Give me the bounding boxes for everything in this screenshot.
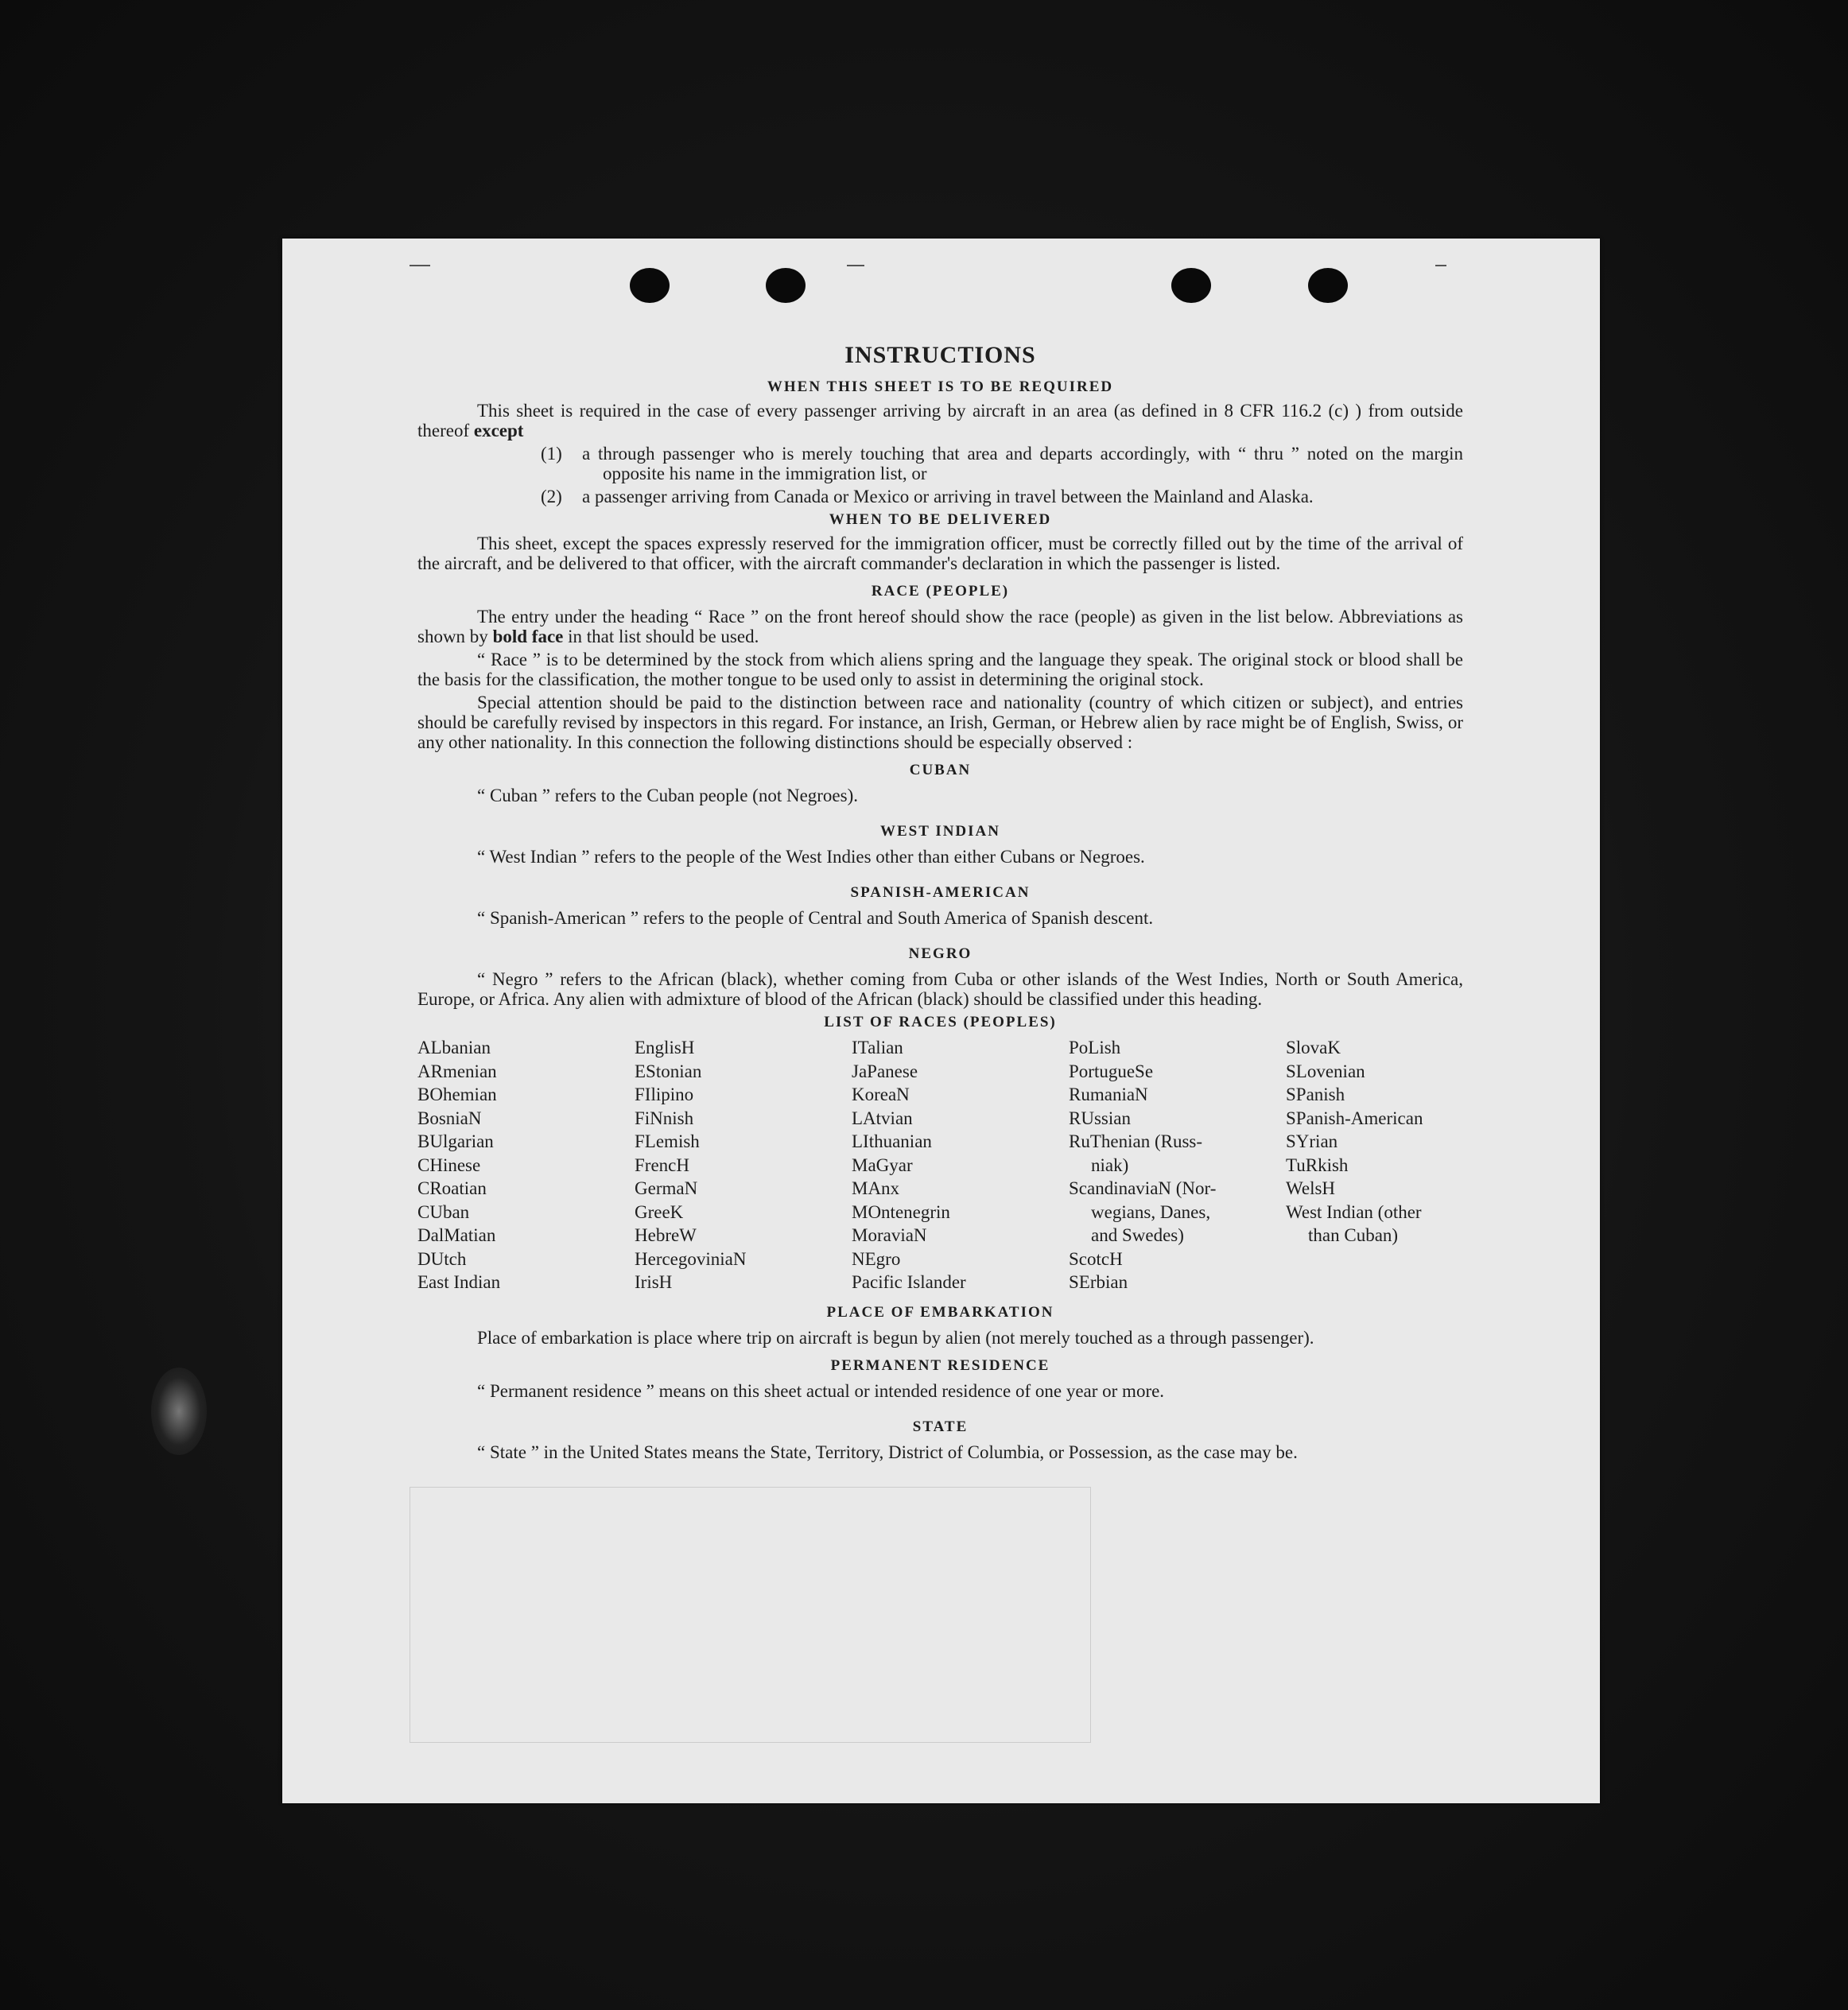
race-entry: NEgro — [852, 1248, 901, 1269]
exception-item — [541, 444, 1463, 483]
item-text: a passenger arriving from Canada or Mexico or arriving in travel between the Mainland and Alaska. — [582, 487, 1314, 506]
punch-hole — [630, 268, 670, 303]
race-entry: MOntenegrin — [852, 1201, 950, 1222]
race-entry: SlovaK — [1286, 1038, 1341, 1057]
heading-list-of-races: LIST OF RACES (PEOPLES) — [824, 1014, 1057, 1030]
instructions-body — [417, 342, 1463, 1465]
except-bold: except — [473, 421, 524, 440]
item-text: a through passenger who is merely touching that area and departs accordingly, with “ thru ” noted on the margin opposite his name in the immigration list, or — [582, 444, 1463, 483]
race-entry-continued: wegians, Danes, — [1091, 1201, 1211, 1222]
race-entry: FIlipino — [635, 1085, 694, 1104]
bold-face-label: bold face — [492, 627, 564, 646]
race-entry: EnglisH — [635, 1038, 695, 1057]
race-entry: SPanish-American — [1286, 1108, 1423, 1128]
race-entry: West Indian (other — [1286, 1201, 1422, 1222]
item-number: (2) — [541, 487, 562, 506]
edge-mark — [1435, 265, 1446, 266]
punch-hole — [766, 268, 806, 303]
race-entry: ALbanian — [417, 1038, 491, 1057]
item-number: (1) — [541, 444, 562, 464]
race-entry: Pacific Islander — [852, 1272, 966, 1292]
race-entry: DUtch — [417, 1248, 467, 1269]
race-entry: FiNnish — [635, 1108, 694, 1128]
embarkation-text: Place of embarkation is place where trip on aircraft is begun by alien (not merely touched as a through passenger). — [477, 1327, 1314, 1348]
race-entry: ScotcH — [1069, 1248, 1123, 1269]
heading-delivered: WHEN TO BE DELIVERED — [829, 511, 1052, 528]
races-column — [417, 1036, 635, 1294]
heading-embarkation: PLACE OF EMBARKATION — [826, 1303, 1054, 1321]
cuban-text: “ Cuban ” refers to the Cuban people (not Negroes). — [477, 786, 859, 805]
race-entry: RuThenian (Russ- — [1069, 1131, 1203, 1151]
race-entry: HercegoviniaN — [635, 1248, 747, 1269]
race-entry-continued: than Cuban) — [1308, 1225, 1399, 1245]
race-entry: FrencH — [635, 1154, 689, 1175]
heading-negro: NEGRO — [908, 945, 973, 962]
race-entry: CUban — [417, 1201, 470, 1222]
edge-mark — [847, 265, 864, 266]
race-entry: JaPanese — [852, 1061, 918, 1081]
races-column — [852, 1036, 1069, 1294]
races-list — [417, 1036, 1463, 1294]
race-entry: ITalian — [852, 1038, 903, 1057]
race-paragraph-2: “ Race ” is to be determined by the stock from which aliens spring and the language they speak. The original stock or blood shall be the basis for the classification, the mother tongue to be used only to assist in determining the original stock. — [417, 650, 1463, 689]
residence-text: “ Permanent residence ” means on this sheet actual or intended residence of one year or more. — [477, 1380, 1165, 1401]
race-entry: SErbian — [1069, 1272, 1128, 1292]
race-entry: CHinese — [417, 1154, 481, 1175]
race-entry: SLovenian — [1286, 1061, 1365, 1081]
race-entry: IrisH — [635, 1272, 673, 1292]
negro-text: “ Negro ” refers to the African (black), whether coming from Cuba or other islands of the West Indies, North or South America, Europe, or Africa. Any alien with admixture of blood of the African (black) should be classified under this heading. — [417, 969, 1463, 1009]
race-entry: EStonian — [635, 1061, 702, 1081]
race-entry: RUssian — [1069, 1108, 1131, 1128]
delivered-text: This sheet, except the spaces expressly reserved for the immigration officer, must be correctly filled out by the time of the arrival of the aircraft, and be delivered to that officer, with the aircraft commander's declaration in which the passenger is listed. — [417, 534, 1463, 573]
page-title: INSTRUCTIONS — [844, 342, 1036, 368]
race-entry: LAtvian — [852, 1108, 913, 1128]
race-entry: SPanish — [1286, 1085, 1345, 1104]
races-column — [635, 1036, 852, 1294]
state-text: “ State ” in the United States means the State, Territory, District of Columbia, or Possession, as the case may be. — [477, 1442, 1298, 1462]
heading-race: RACE (PEOPLE) — [871, 583, 1010, 600]
race-entry: WelsH — [1286, 1178, 1336, 1198]
heading-state: STATE — [912, 1418, 969, 1435]
bleed-through-box — [410, 1487, 1091, 1743]
race-entry: BOhemian — [417, 1085, 497, 1104]
race-entry: BUlgarian — [417, 1131, 494, 1151]
race-entry: TuRkish — [1286, 1154, 1349, 1175]
race-entry: BosniaN — [417, 1108, 482, 1128]
race-entry: GermaN — [635, 1178, 698, 1198]
race-entry-continued: niak) — [1091, 1154, 1129, 1175]
race-entry: LIthuanian — [852, 1131, 932, 1151]
punch-hole — [1171, 268, 1211, 303]
heading-spanish-american: SPANISH-AMERICAN — [850, 884, 1031, 901]
race-paragraph-1: The entry under the heading “ Race ” on the front hereof should show the race (people) as given in the list below. Abbreviations as shown by bold face in that list should be used. — [417, 607, 1463, 646]
race-entry: MAnx — [852, 1178, 900, 1198]
edge-mark — [410, 265, 430, 266]
race-entry-continued: and Swedes) — [1091, 1225, 1184, 1245]
exception-item — [541, 487, 1463, 506]
heading-cuban: CUBAN — [909, 762, 972, 778]
punch-hole — [1308, 268, 1348, 303]
race-entry: KoreaN — [852, 1085, 910, 1104]
spanish-american-text: “ Spanish-American ” refers to the people of Central and South America of Spanish descent. — [477, 908, 1154, 928]
document-page — [282, 239, 1600, 1803]
race-entry: MoraviaN — [852, 1225, 927, 1245]
race-entry: ScandinaviaN (Nor- — [1069, 1178, 1217, 1198]
race-entry: DalMatian — [417, 1225, 496, 1245]
race-entry: PortugueSe — [1069, 1061, 1154, 1081]
race-entry: PoLish — [1069, 1038, 1121, 1057]
race-entry: HebreW — [635, 1225, 697, 1245]
race-entry: MaGyar — [852, 1154, 913, 1175]
races-column — [1069, 1036, 1286, 1294]
race-entry: SYrian — [1286, 1131, 1338, 1151]
race-entry: RumaniaN — [1069, 1085, 1148, 1104]
heading-required: WHEN THIS SHEET IS TO BE REQUIRED — [767, 378, 1114, 395]
race-entry: GreeK — [635, 1201, 684, 1222]
race-paragraph-3: Special attention should be paid to the distinction between race and nationality (country of which citizen or subject), and entries should be carefully revised by inspectors in this regard. For instance, an Irish, German, or Hebrew alien by race might be of English, Swiss, or any other nationality. In this connection the following distinctions should be especially observed : — [417, 693, 1463, 752]
race-entry: CRoatian — [417, 1178, 487, 1198]
race-entry: East Indian — [417, 1272, 501, 1292]
heading-residence: PERMANENT RESIDENCE — [830, 1356, 1050, 1374]
race-entry: FLemish — [635, 1131, 700, 1151]
heading-west-indian: WEST INDIAN — [880, 823, 1000, 840]
race-entry: ARmenian — [417, 1061, 497, 1081]
races-column — [1286, 1036, 1477, 1294]
light-glare — [151, 1368, 207, 1455]
required-intro: This sheet is required in the case of every passenger arriving by aircraft in an area (as defined in 8 CFR 116.2 (c) ) from outside thereof except — [417, 401, 1463, 440]
west-indian-text: “ West Indian ” refers to the people of the West Indies other than either Cubans or Negroes. — [477, 847, 1145, 867]
